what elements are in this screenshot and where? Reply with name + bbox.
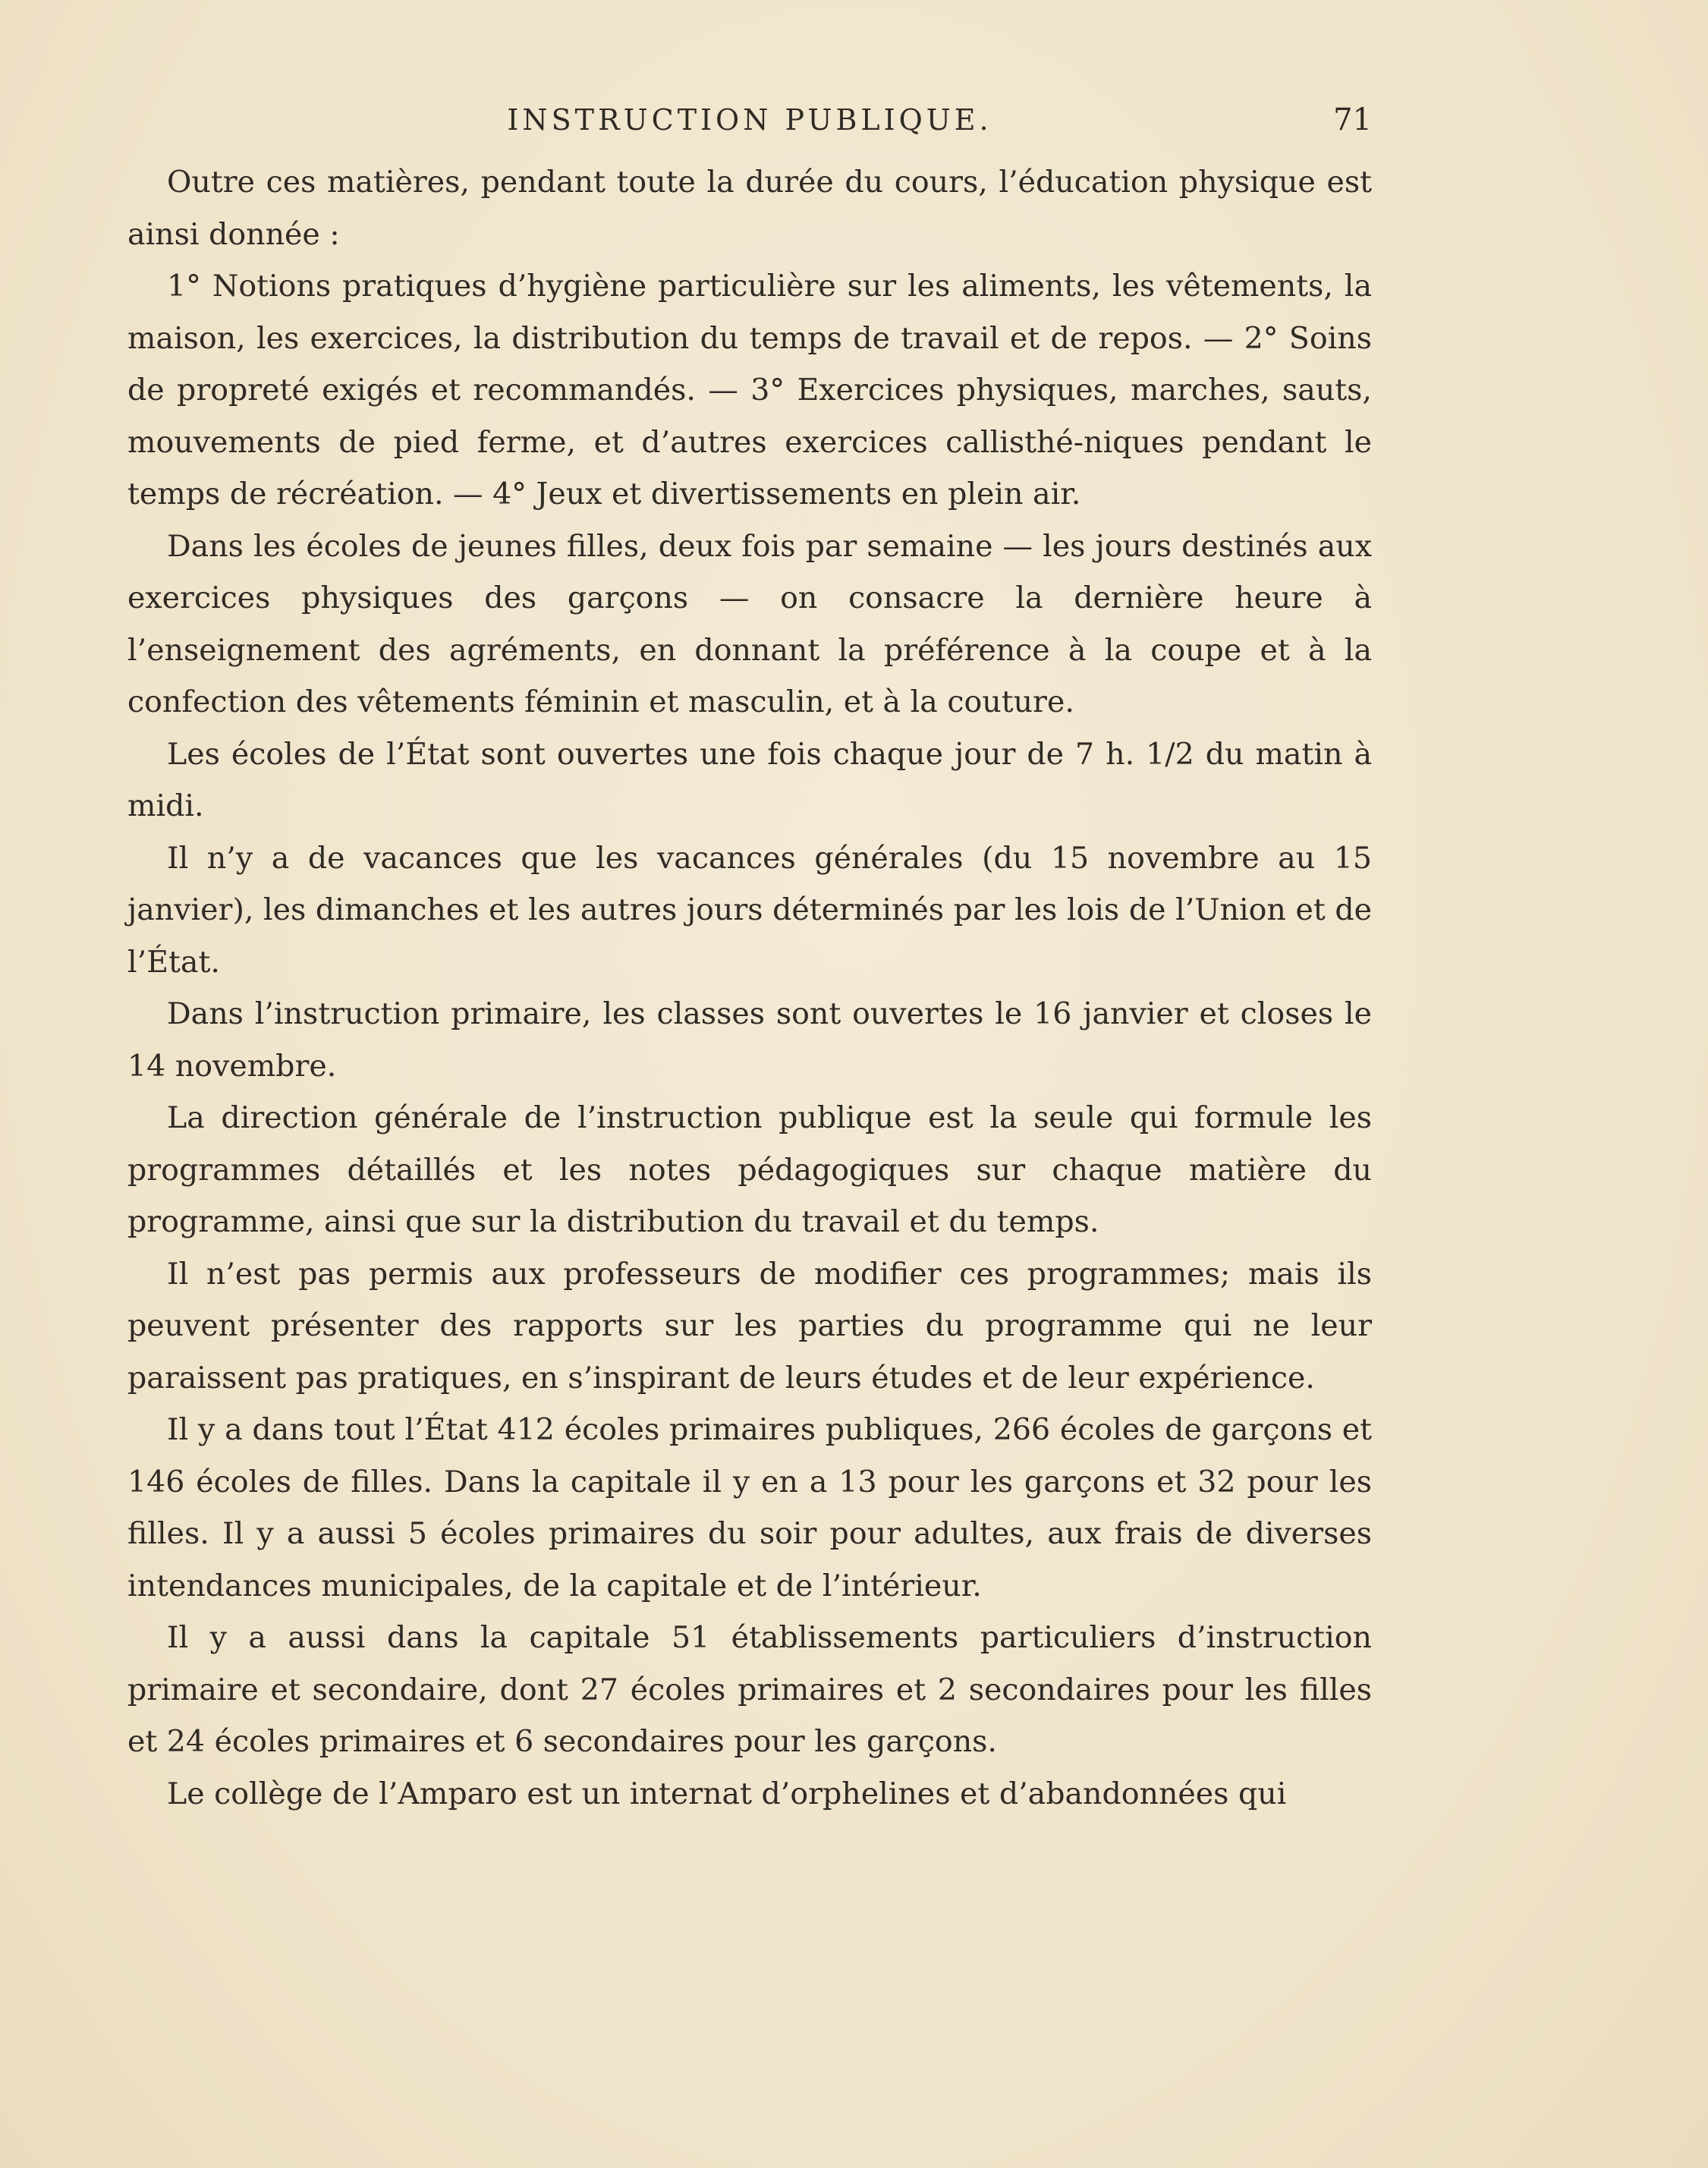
paragraph-professeurs: Il n’est pas permis aux professeurs de modifier ces programmes; mais ils peuvent présenter des rapports sur les parties du programme qui ne leur paraissent pas pratiques, en s’inspirant de leurs études et de leur expérience. xyxy=(127,1256,1372,1396)
body-text xyxy=(127,156,1372,1820)
paragraph-classes: Dans l’instruction primaire, les classes sont ouvertes le 16 janvier et closes le 14 novembre. xyxy=(127,996,1372,1084)
page-number: 71 xyxy=(1333,102,1372,137)
paragraph-outre: Outre ces matières, pendant toute la durée du cours, l’éducation physique est ainsi donnée : xyxy=(127,165,1372,252)
paragraph-ecoles-etat: Il y a dans tout l’État 412 écoles primaires publiques, 266 écoles de garçons et 146 écoles de filles. Dans la capitale il y en a 13 pour les garçons et 32 pour les filles. Il y a aussi 5 écoles primaires du soir pour adultes, aux frais de diverses intendances municipales, de la capitale et de l’intérieur. xyxy=(127,1412,1372,1603)
running-head xyxy=(127,97,1372,143)
paragraph-horaires: Les écoles de l’État sont ouvertes une fois chaque jour de 7 h. 1/2 du matin à midi. xyxy=(127,736,1372,823)
running-title: INSTRUCTION PUBLIQUE. xyxy=(507,103,992,137)
paragraph-jeunes-filles: Dans les écoles de jeunes filles, deux fois par semaine — les jours destinés aux exercices physiques des garçons — on consacre la dernière heure à l’enseignement des agréments, en donnant la préférence à la coupe et à la confection des vêtements féminin et masculin, et à la couture. xyxy=(127,528,1372,719)
paragraph-direction: La direction générale de l’instruction publique est la seule qui formule les programmes détaillés et les notes pédagogiques sur chaque matière du programme, ainsi que sur la distribution du travail et du temps. xyxy=(127,1100,1372,1239)
paragraph-etablissements: Il y a aussi dans la capitale 51 établissements particuliers d’instruction primaire et secondaire, dont 27 écoles primaires et 2 secondaires pour les filles et 24 écoles primaires et 6 secondaires pour les garçons. xyxy=(127,1620,1372,1759)
paragraph-notions: 1° Notions pratiques d’hygiène particulière sur les aliments, les vêtements, la maison, les exercices, la distribution du temps de travail et de repos. — 2° Soins de propreté exigés et recommandés. — 3° Exercices physiques, marches, sauts, mouvements de pied ferme, et d’autres exercices callisthé-niques pendant le temps de récréation. — 4° Jeux et divertissements en plein air. xyxy=(127,269,1372,511)
paragraph-college: Le collège de l’Amparo est un internat d’orphelines et d’abandonnées qui xyxy=(167,1776,1287,1811)
paragraph-vacances: Il n’y a de vacances que les vacances générales (du 15 novembre au 15 janvier), les dimanches et les autres jours déterminés par les lois de l’Union et de l’État. xyxy=(127,840,1372,980)
